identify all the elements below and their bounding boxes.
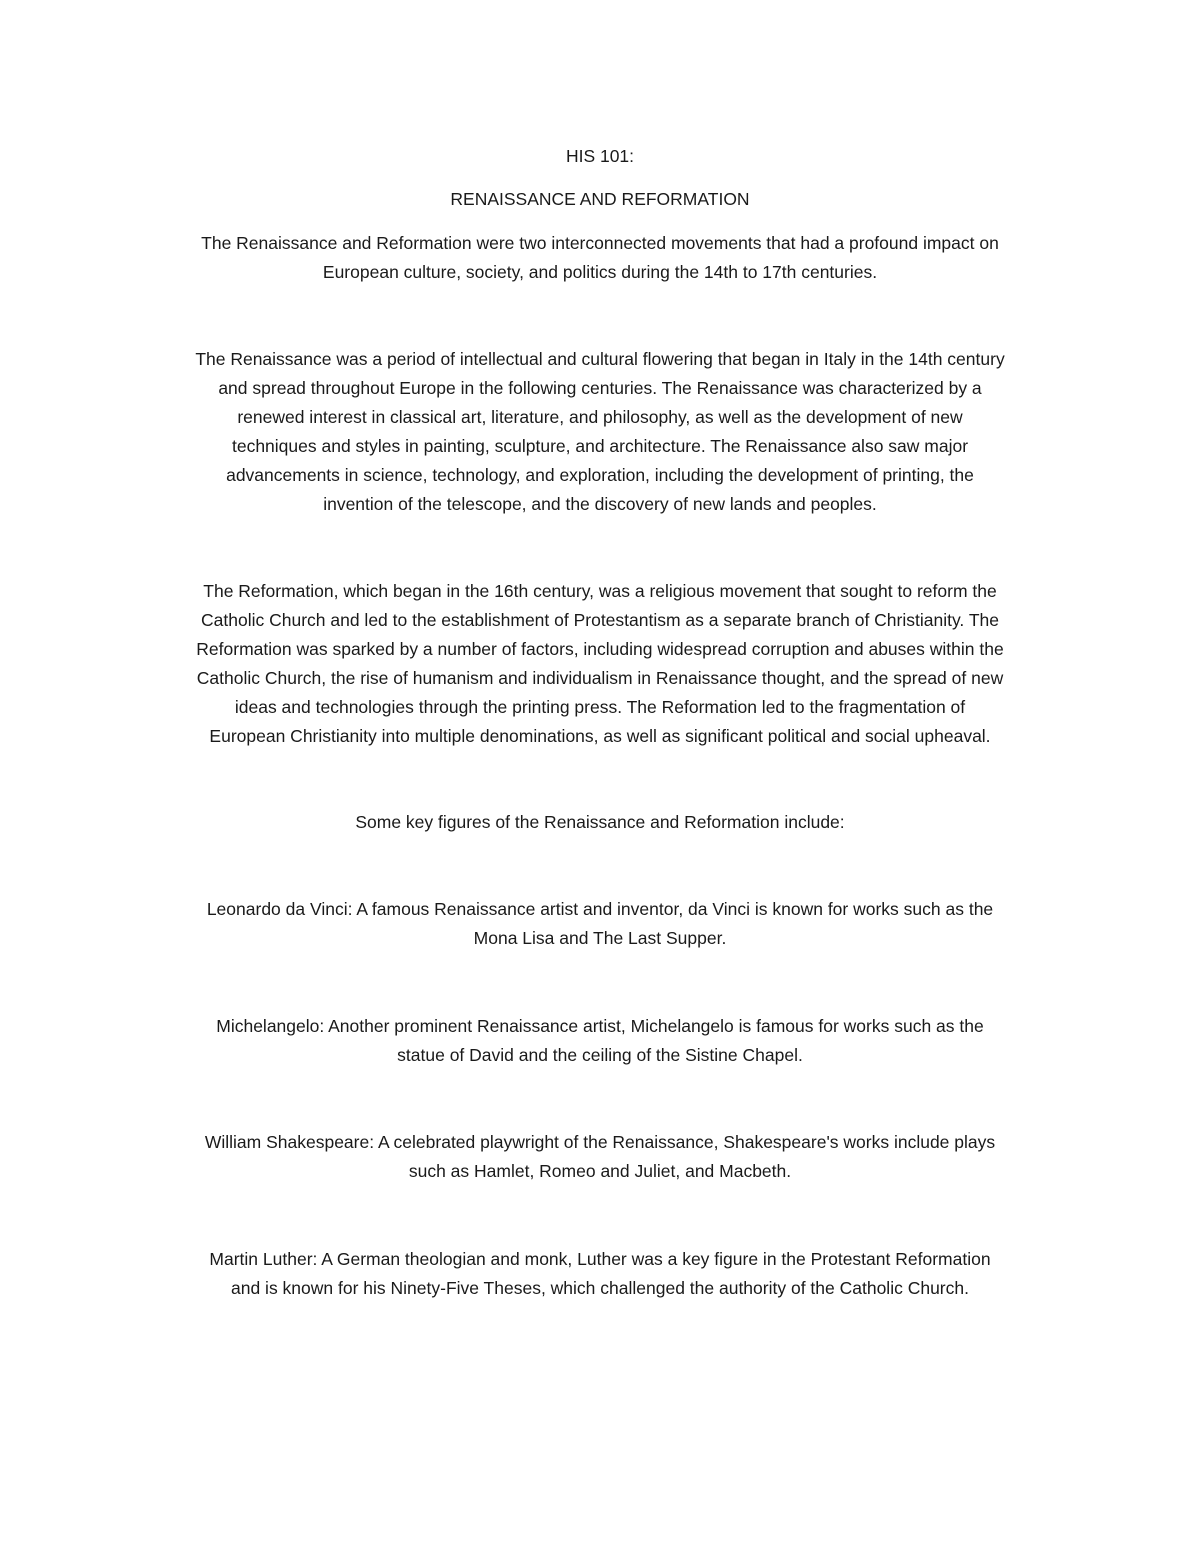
course-code: HIS 101: — [565, 146, 635, 166]
figure-shakespeare: William Shakespeare: A celebrated playwright of the Renaissance, Shakespeare's works include plays such as Hamlet, Romeo and Juliet, and Macbeth. — [204, 1132, 996, 1181]
figure-michelangelo: Michelangelo: Another prominent Renaissance artist, Michelangelo is famous for works such as the statue of David and the ceiling of the Sistine Chapel. — [216, 1016, 984, 1065]
key-figures-heading: Some key figures of the Renaissance and Reformation include: — [355, 812, 845, 832]
document-title: RENAISSANCE AND REFORMATION — [450, 189, 750, 209]
figure-luther: Martin Luther: A German theologian and monk, Luther was a key figure in the Protestant Reformation and is known for his Ninety-Five Theses, which challenged the authority of the Catholic Church. — [209, 1249, 991, 1298]
reformation-paragraph: The Reformation, which began in the 16th century, was a religious movement that sought to reform the Catholic Church and led to the establishment of Protestantism as a separate branch of Christianity. The Reformation was sparked by a number of factors, including widespread corruption and abuses within the Catholic Church, the rise of humanism and individualism in Renaissance thought, and the spread of new ideas and technologies through the printing press. The Reformation led to the fragmentation of European Christianity into multiple denominations, as well as significant political and social upheaval. — [196, 581, 1004, 746]
figure-leonardo: Leonardo da Vinci: A famous Renaissance artist and inventor, da Vinci is known for works such as the Mona Lisa and The Last Supper. — [206, 899, 994, 948]
renaissance-paragraph: The Renaissance was a period of intellectual and cultural flowering that began in Italy in the 14th century and spread throughout Europe in the following centuries. The Renaissance was characterized by a renewed interest in classical art, literature, and philosophy, as well as the development of new techniques and styles in painting, sculpture, and architecture. The Renaissance also saw major advancements in science, technology, and exploration, including the development of printing, the invention of the telescope, and the discovery of new lands and peoples. — [195, 349, 1005, 514]
intro-paragraph: The Renaissance and Reformation were two interconnected movements that had a profound impact on European culture, society, and politics during the 14th to 17th centuries. — [201, 233, 999, 282]
